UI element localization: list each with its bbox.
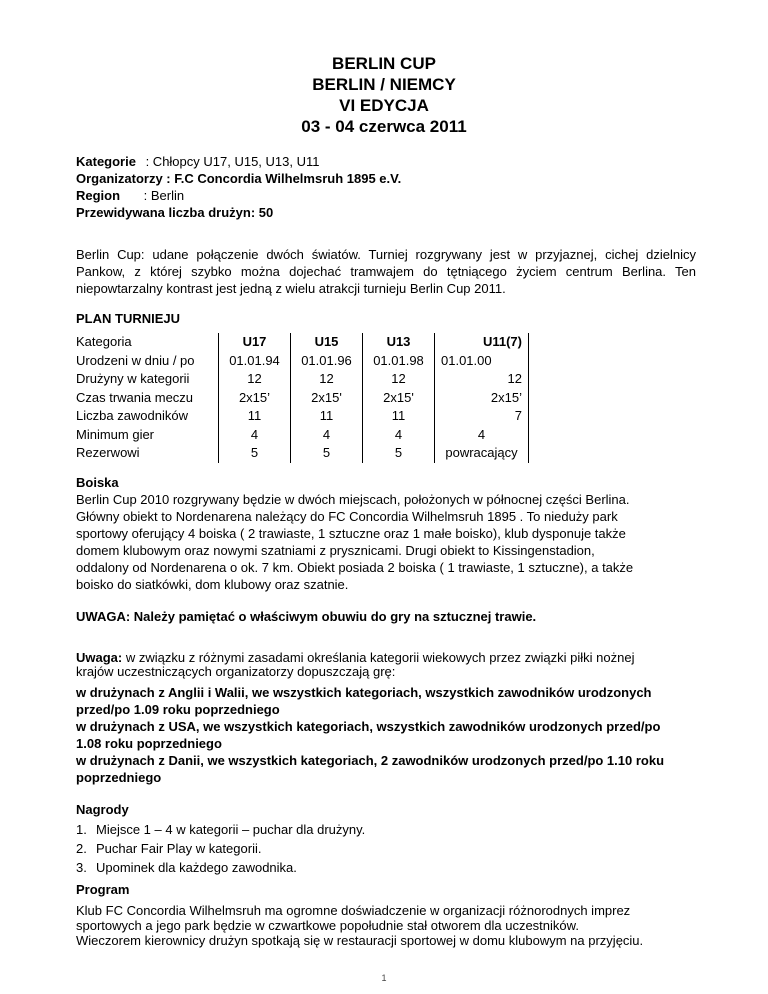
org-value: : F.C Concordia Wilhelmsruh 1895 e.V. xyxy=(162,171,402,186)
uwaga-label: Uwaga: xyxy=(76,650,123,665)
list-item: 3. Upominek dla każdego zawodnika. xyxy=(76,860,297,875)
nagrody-list xyxy=(76,820,365,877)
program-line: Klub FC Concordia Wilhelmsruh ma ogromne doświadczenie w organizacji różnorodnych imprez xyxy=(76,903,631,918)
region-label: Region xyxy=(76,188,121,203)
org-label: Organizatorzy xyxy=(76,171,163,186)
plan-heading: PLAN TURNIEJU xyxy=(76,311,181,326)
plan-cell: 2x15' xyxy=(363,389,435,408)
plan-header-cell: Kategoria xyxy=(76,333,219,352)
info-region xyxy=(76,187,184,204)
plan-cell: 11 xyxy=(291,407,363,426)
boiska-line: boisko do siatkówki, dom klubowy oraz szatnie. xyxy=(76,577,349,592)
plan-row xyxy=(76,426,529,445)
plan-cell: 5 xyxy=(219,444,291,463)
plan-cell: Czas trwania meczu xyxy=(76,389,219,408)
info-teams: Przewidywana liczba drużyn: 50 xyxy=(76,205,274,220)
title-line-2: BERLIN / NIEMCY xyxy=(312,75,456,94)
plan-cell: Rezerwowi xyxy=(76,444,219,463)
region-value: : Berlin xyxy=(140,188,185,203)
plan-cell: Urodzeni w dniu / po xyxy=(76,352,219,371)
plan-cell: 4 xyxy=(219,426,291,445)
plan-cell: 01.01.00 xyxy=(435,352,529,371)
plan-row xyxy=(76,389,529,408)
plan-header-cell: U13 xyxy=(363,333,435,352)
uwaga-warning: UWAGA: Należy pamiętać o właściwym obuwiu do gry na sztucznej trawie. xyxy=(76,609,537,624)
plan-header-cell: U15 xyxy=(291,333,363,352)
plan-cell: 2x15’ xyxy=(435,389,529,408)
info-kategorie xyxy=(76,153,319,170)
boiska-line: sportowy oferujący 4 boiska ( 2 trawiaste, 1 sztuczne oraz 1 małe boisko), klub dysponuje także xyxy=(76,526,626,541)
plan-cell: Liczba zawodników xyxy=(76,407,219,426)
boiska-line: Główny obiekt to Nordenarena należący do FC Concordia Wilhelmsruh 1895 . To nieduży park xyxy=(76,509,618,524)
plan-cell: 12 xyxy=(291,370,363,389)
boiska-heading: Boiska xyxy=(76,475,119,490)
plan-cell: 11 xyxy=(363,407,435,426)
plan-header-row xyxy=(76,333,529,352)
program-heading: Program xyxy=(76,882,130,897)
plan-row xyxy=(76,444,529,463)
uwaga-rule-line: w drużynach z USA, we wszystkich kategoriach, wszystkich zawodników urodzonych przed/po xyxy=(76,719,661,734)
uwaga-rule-line: przed/po 1.09 roku poprzedniego xyxy=(76,702,280,717)
uwaga-rule-line: 1.08 roku poprzedniego xyxy=(76,736,222,751)
list-item: 2. Puchar Fair Play w kategorii. xyxy=(76,841,262,856)
plan-cell: powracający xyxy=(435,444,529,463)
plan-table xyxy=(76,333,529,463)
list-item: 1. Miejsce 1 – 4 w kategorii – puchar dla drużyny. xyxy=(76,822,366,837)
page-number: 1 xyxy=(381,973,387,983)
plan-cell: 5 xyxy=(363,444,435,463)
kategorie-label: Kategorie xyxy=(76,154,136,169)
plan-row xyxy=(76,407,529,426)
plan-cell: 4 xyxy=(291,426,363,445)
title-line-1: BERLIN CUP xyxy=(332,54,436,73)
plan-cell: 4 xyxy=(363,426,435,445)
plan-cell: 5 xyxy=(291,444,363,463)
plan-cell: 01.01.94 xyxy=(219,352,291,371)
title-line-3: VI EDYCJA xyxy=(339,96,429,115)
plan-row xyxy=(76,370,529,389)
plan-cell: 11 xyxy=(219,407,291,426)
intro-paragraph: Berlin Cup: udane połączenie dwóch światów. Turniej rozgrywany jest w przyjaznej, cichej dzielnicy Pankow, z której szybko można dojechać tramwajem do tętniącego życiem centrum Berlina. Ten niepowtarzalny kontrast jest jedną z wielu atrakcji turnieju Berlin Cup 2011. xyxy=(76,247,696,296)
plan-cell: 12 xyxy=(363,370,435,389)
uwaga-rule-line: w drużynach z Danii, we wszystkich kategoriach, 2 zawodników urodzonych przed/po 1.10 roku xyxy=(76,753,665,768)
plan-cell: 01.01.96 xyxy=(291,352,363,371)
uwaga-rule-line: poprzedniego xyxy=(76,770,162,785)
nagrody-heading: Nagrody xyxy=(76,802,129,817)
plan-cell: Minimum gier xyxy=(76,426,219,445)
plan-header-cell: U17 xyxy=(219,333,291,352)
boiska-line: Berlin Cup 2010 rozgrywany będzie w dwóch miejscach, położonych w północnej części Berlina. xyxy=(76,492,630,507)
plan-cell: 12 xyxy=(219,370,291,389)
plan-cell: 4 xyxy=(435,426,529,445)
uwaga-text: w związku z różnymi zasadami określania kategorii wiekowych przez związki piłki nożnej xyxy=(122,650,635,665)
plan-cell: Drużyny w kategorii xyxy=(76,370,219,389)
uwaga-note-line: krajów uczestniczących organizatorzy dopuszczają grę: xyxy=(76,664,396,679)
boiska-line: domem klubowym oraz nowymi szatniami z prysznicami. Drugi obiekt to Kissingenstadion, xyxy=(76,543,595,558)
uwaga-rule-line: w drużynach z Anglii i Walii, we wszystkich kategoriach, wszystkich zawodników urodzonych xyxy=(76,685,652,700)
plan-cell: 01.01.98 xyxy=(363,352,435,371)
boiska-line: oddalony od Nordenarena o ok. 7 km. Obiekt posiada 2 boiska ( 1 trawiaste, 1 sztuczne), a także xyxy=(76,560,634,575)
plan-header-cell: U11(7) xyxy=(435,333,529,352)
plan-cell: 2x15' xyxy=(291,389,363,408)
plan-cell: 2x15’ xyxy=(219,389,291,408)
program-line: sportowych a jego park będzie w czwartkowe popołudnie stał otworem dla uczestników. xyxy=(76,918,579,933)
info-organizatorzy xyxy=(76,170,401,187)
plan-cell: 7 xyxy=(435,407,529,426)
program-line: Wieczorem kierownicy drużyn spotkają się w restauracji sportowej w domu klubowym na przyjęciu. xyxy=(76,933,644,948)
title-line-4: 03 - 04 czerwca 2011 xyxy=(301,117,467,136)
kategorie-value: : Chłopcy U17, U15, U13, U11 xyxy=(141,154,320,169)
plan-row xyxy=(76,352,529,371)
plan-cell: 12 xyxy=(435,370,529,389)
